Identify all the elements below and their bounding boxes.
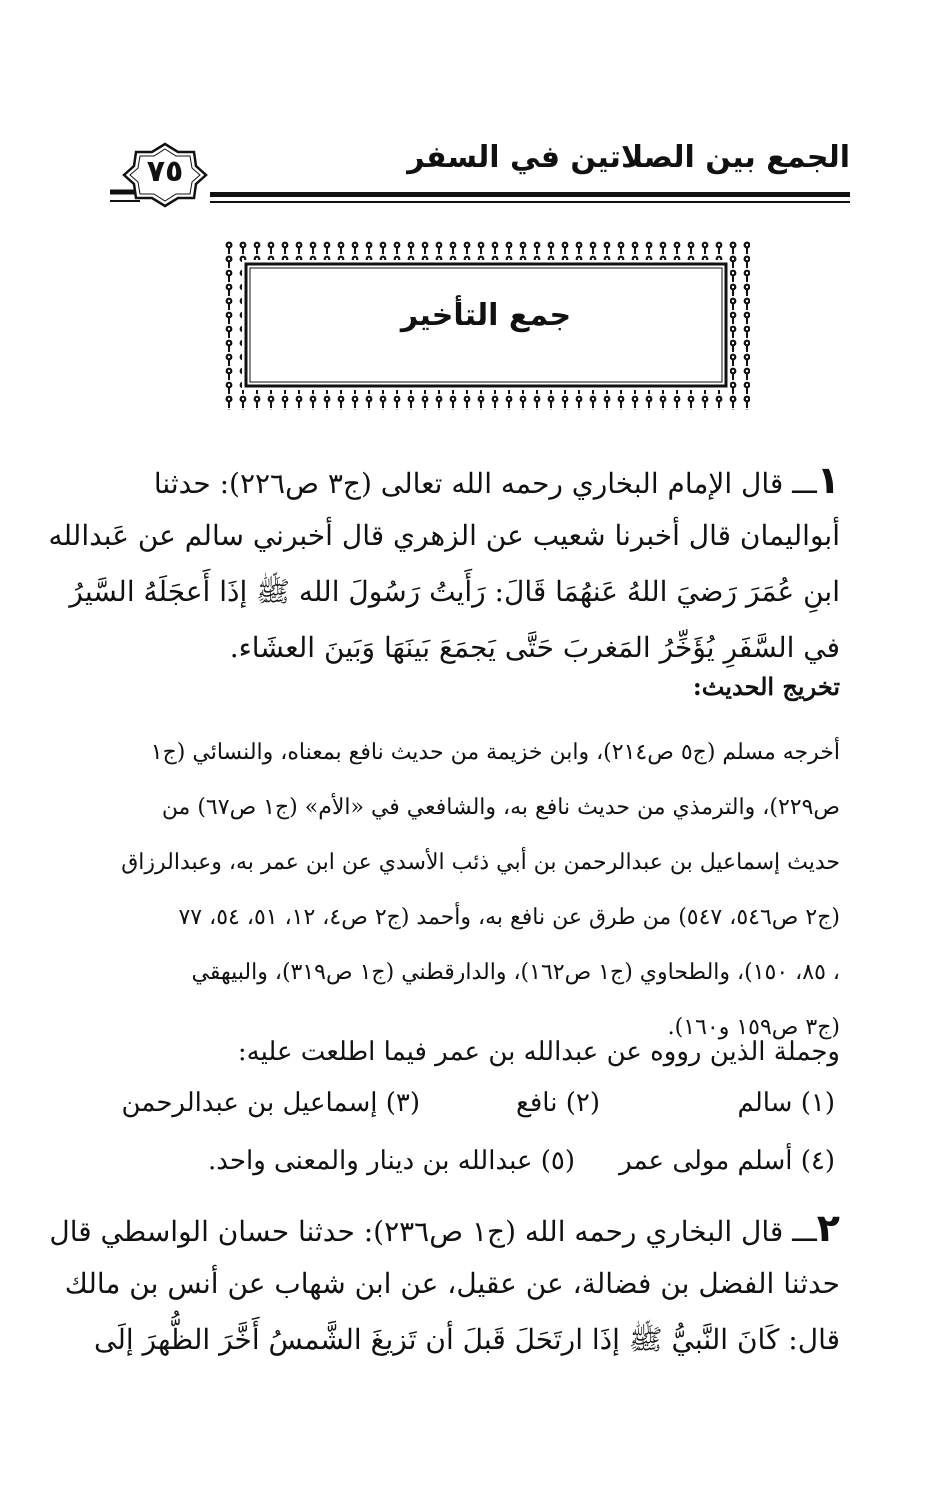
- hadith-1: [48, 452, 840, 676]
- section-title-frame: [222, 240, 750, 410]
- takhrij-text: [120, 725, 840, 1055]
- narrator-item: (٣) إسماعيل بن عبدالرحمن: [121, 1088, 420, 1118]
- narrator-item: (٢) نافع: [516, 1088, 600, 1118]
- header-rule-thin: [210, 201, 850, 203]
- hadith-1-line: أبواليمان قال أخبرنا شعيب عن الزهري قال أخبرني سالم عن عَبدالله: [48, 519, 840, 552]
- hadith-number: ٢: [816, 1206, 840, 1250]
- hadith-2-line: قال: كَانَ النَّبيُّ ﷺ إذَا ارتَحَلَ قَبلَ أن تَزيغَ الشَّمسُ أَخَّرَ الظُّهرَ إلَى: [93, 1323, 840, 1356]
- takhrij-line: ص٢٢٩)، والترمذي من حديث نافع به، والشافعي في «الأم» (ج١ ص٦٧) من: [161, 795, 840, 820]
- hadith-2: [49, 1200, 840, 1368]
- page-number: ٧٥: [146, 154, 184, 189]
- hadith-1-line: في السَّفَرِ يُؤَخِّرُ المَغربَ حَتَّى يَجمَعَ بَينَهَا وَبَينَ العشَاء.: [229, 631, 840, 664]
- running-title: الجمع بين الصلاتين في السفر: [407, 140, 850, 175]
- hadith-2-line: حدثنا الفضل بن فضالة، عن عقيل، عن ابن شهاب عن أنس بن مالك: [64, 1267, 840, 1300]
- narrator-item: (٤) أسلم مولى عمر: [619, 1146, 835, 1176]
- section-title: جمع التأخير: [400, 298, 572, 333]
- hadith-2-line: ٢ـــ قال البخاري رحمه الله (ج١ ص٢٣٦): حدثنا حسان الواسطي قال: [49, 1206, 840, 1250]
- takhrij-line: حديث إسماعيل بن عبدالرحمن بن أبي ذئب الأسدي عن ابن عمر به، وعبدالرزاق: [121, 850, 840, 875]
- takhrij-heading: تخريج الحديث:: [692, 672, 840, 701]
- hadith-1-line: ابنِ عُمَرَ رَضيَ اللهُ عَنهُمَا قَالَ: رَأَيتُ رَسُولَ الله ﷺ إذَا أَعجَلَهُ السَّيرُ: [69, 575, 840, 608]
- running-header: [110, 140, 850, 210]
- header-rule-thick: [210, 192, 850, 197]
- narrators-lead: وجملة الذين رووه عن عبدالله بن عمر فيما اطلعت عليه:: [237, 1037, 840, 1067]
- narrator-item: (٥) عبدالله بن دينار والمعنى واحد.: [207, 1146, 575, 1176]
- page-number-badge: [110, 140, 220, 210]
- takhrij-line: أخرجه مسلم (ج٥ ص٢١٤)، وابن خزيمة من حديث نافع بمعناه، والنسائي (ج١: [150, 740, 840, 765]
- narrator-item: (١) سالم: [737, 1088, 835, 1118]
- takhrij-line: (ج٢ ص٥٤٦، ٥٤٧) من طرق عن نافع به، وأحمد (ج٢ ص٤، ١٢، ٥١، ٥٤، ٧٧: [178, 905, 840, 930]
- takhrij-line: (ج٣ ص١٥٩ و١٦٠).: [667, 1015, 840, 1040]
- hadith-number: ١: [816, 458, 840, 502]
- takhrij-line: ، ٨٥، ١٥٠)، والطحاوي (ج١ ص١٦٢)، والدارقطني (ج١ ص٣١٩)، والبيهقي: [191, 960, 840, 985]
- hadith-1-line: ١ـــ قال الإمام البخاري رحمه الله تعالى (ج٣ ص٢٢٦): حدثنا: [153, 458, 840, 502]
